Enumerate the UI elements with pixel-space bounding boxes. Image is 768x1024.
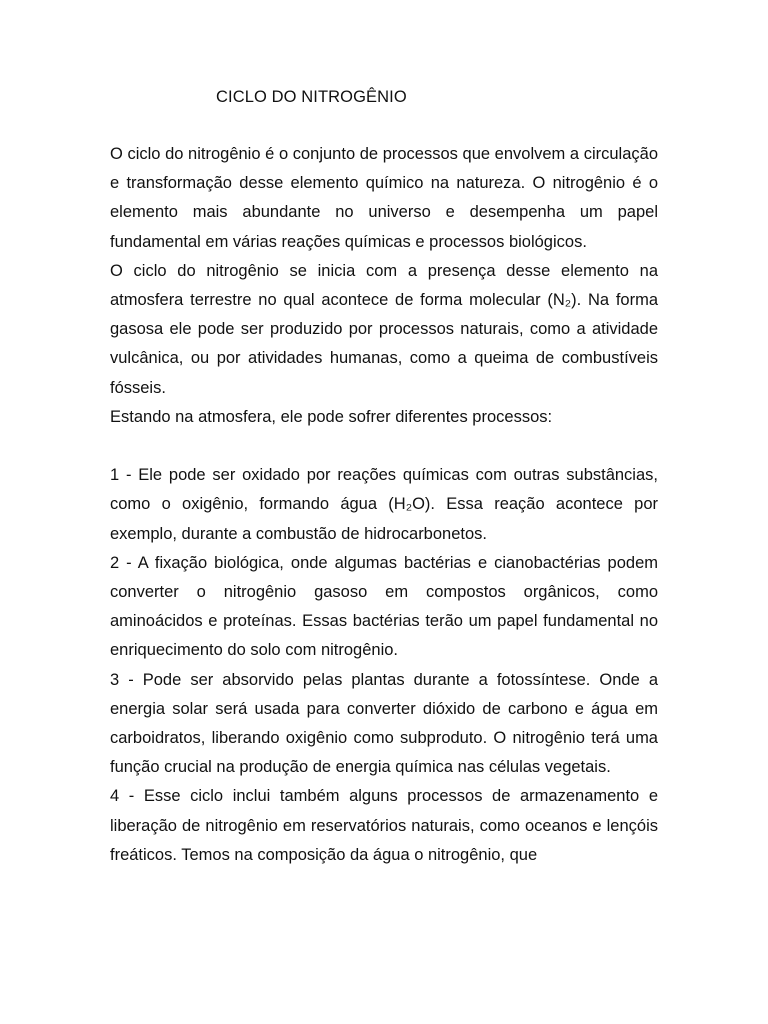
list-item-2: 2 - A fixação biológica, onde algumas bactérias e cianobactérias podem converter o nitrogênio gasoso em compostos orgânicos, como aminoácidos e proteínas. Essas bactérias terão um papel fundamental no enriquecimento do solo com nitrogênio. bbox=[110, 553, 658, 660]
list-item-3: 3 - Pode ser absorvido pelas plantas durante a fotossíntese. Onde a energia solar será usada para converter dióxido de carbono e água em carboidratos, liberando oxigênio como subproduto. O nitrogênio terá uma função crucial na produção de energia química nas células vegetais. bbox=[110, 670, 658, 777]
paragraph-intro: O ciclo do nitrogênio é o conjunto de processos que envolvem a circulação e transformação desse elemento químico na natureza. O nitrogênio é o elemento mais abundante no universo e desempenha um papel fundamental em várias reações químicas e processos biológicos. bbox=[110, 145, 658, 251]
list-item-4: 4 - Esse ciclo inclui também alguns processos de armazenamento e liberação de nitrogênio em reservatórios naturais, como oceanos e lençóis freáticos. Temos na composição da água o nitrogênio, que bbox=[110, 787, 658, 864]
document-title: CICLO DO NITROGÊNIO bbox=[216, 88, 407, 106]
paragraph-spacer bbox=[110, 432, 658, 461]
paragraph-processes-lead: Estando na atmosfera, ele pode sofrer diferentes processos: bbox=[110, 407, 553, 426]
paragraph-atmosphere: O ciclo do nitrogênio se inicia com a presença desse elemento na atmosfera terrestre no qual acontece de forma molecular (N₂). Na forma gasosa ele pode ser produzido por processos naturais, como a atividade vulcânica, ou por atividades humanas, como a queima de combustíveis fósseis. bbox=[110, 261, 658, 397]
document-page bbox=[110, 84, 658, 870]
list-item-1: 1 - Ele pode ser oxidado por reações químicas com outras substâncias, como o oxigênio, formando água (H₂O). Essa reação acontece por exemplo, durante a combustão de hidrocarbonetos. bbox=[110, 466, 658, 543]
